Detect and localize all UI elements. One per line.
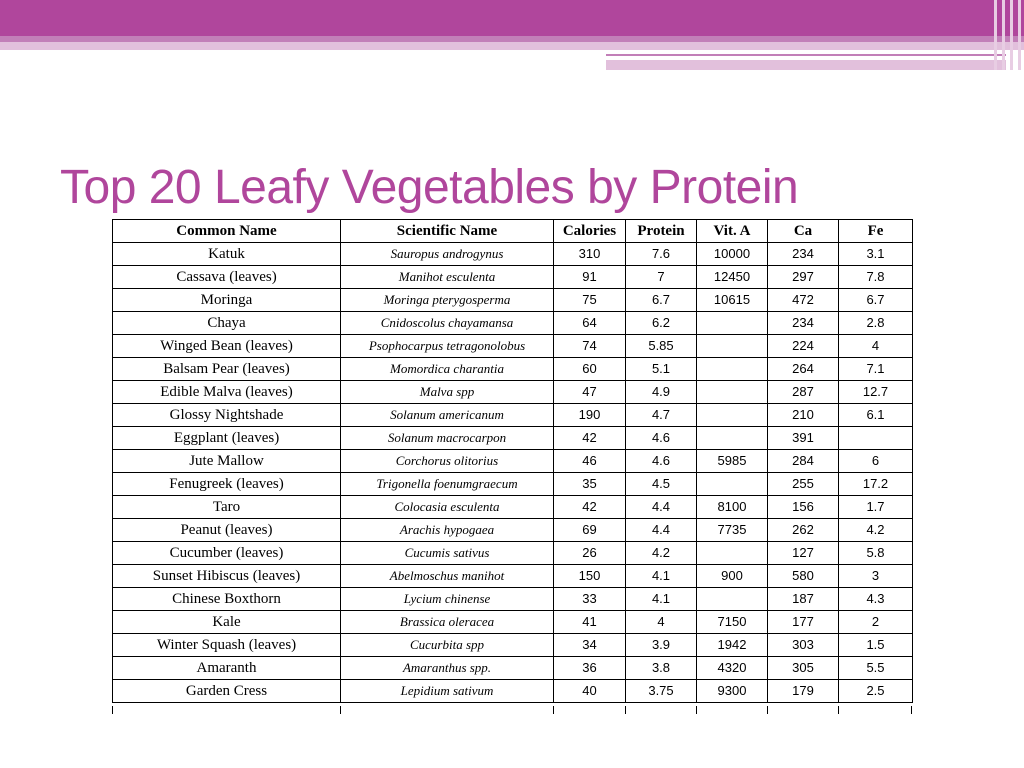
ca-cell: 224 — [768, 335, 839, 358]
ca-cell: 264 — [768, 358, 839, 381]
calories-cell: 310 — [554, 243, 626, 266]
protein-cell: 4.2 — [626, 542, 697, 565]
scientific-name-cell: Lepidium sativum — [341, 680, 554, 703]
scientific-name-cell: Arachis hypogaea — [341, 519, 554, 542]
scientific-name-cell: Solanum macrocarpon — [341, 427, 554, 450]
ca-cell: 127 — [768, 542, 839, 565]
fe-cell: 7.8 — [839, 266, 913, 289]
common-name-cell: Katuk — [113, 243, 341, 266]
calories-cell: 60 — [554, 358, 626, 381]
header-vertical-line — [1010, 0, 1013, 70]
table-row — [113, 473, 913, 496]
table-row — [113, 358, 913, 381]
header-bar — [0, 0, 1024, 36]
ca-cell: 284 — [768, 450, 839, 473]
vit-a-cell — [697, 335, 768, 358]
calories-cell: 75 — [554, 289, 626, 312]
ca-cell: 156 — [768, 496, 839, 519]
fe-cell: 7.1 — [839, 358, 913, 381]
scientific-name-cell: Sauropus androgynus — [341, 243, 554, 266]
vit-a-cell: 4320 — [697, 657, 768, 680]
vit-a-cell: 9300 — [697, 680, 768, 703]
table-body — [113, 243, 913, 703]
vit-a-cell: 5985 — [697, 450, 768, 473]
scientific-name-cell: Manihot esculenta — [341, 266, 554, 289]
calories-cell: 33 — [554, 588, 626, 611]
vit-a-cell — [697, 312, 768, 335]
fe-cell: 5.5 — [839, 657, 913, 680]
table-row — [113, 565, 913, 588]
common-name-cell: Cassava (leaves) — [113, 266, 341, 289]
common-name-cell: Cucumber (leaves) — [113, 542, 341, 565]
table-row — [113, 611, 913, 634]
fe-cell: 4.2 — [839, 519, 913, 542]
ca-cell: 187 — [768, 588, 839, 611]
scientific-name-cell: Trigonella foenumgraecum — [341, 473, 554, 496]
fe-cell: 2.8 — [839, 312, 913, 335]
ca-cell: 303 — [768, 634, 839, 657]
ca-cell: 305 — [768, 657, 839, 680]
protein-cell: 4.4 — [626, 496, 697, 519]
common-name-cell: Moringa — [113, 289, 341, 312]
ca-cell: 234 — [768, 312, 839, 335]
vit-a-cell — [697, 473, 768, 496]
header-ca: Ca — [768, 220, 839, 243]
vit-a-cell — [697, 427, 768, 450]
protein-cell: 6.2 — [626, 312, 697, 335]
vit-a-cell: 10615 — [697, 289, 768, 312]
common-name-cell: Winged Bean (leaves) — [113, 335, 341, 358]
protein-cell: 3.9 — [626, 634, 697, 657]
fe-cell: 17.2 — [839, 473, 913, 496]
ca-cell: 391 — [768, 427, 839, 450]
common-name-cell: Chaya — [113, 312, 341, 335]
common-name-cell: Kale — [113, 611, 341, 634]
common-name-cell: Taro — [113, 496, 341, 519]
nutrition-table — [112, 219, 913, 703]
protein-cell: 4.6 — [626, 427, 697, 450]
table-row — [113, 289, 913, 312]
scientific-name-cell: Cucumis sativus — [341, 542, 554, 565]
protein-cell: 4 — [626, 611, 697, 634]
calories-cell: 34 — [554, 634, 626, 657]
common-name-cell: Garden Cress — [113, 680, 341, 703]
header-vertical-line — [1018, 0, 1021, 70]
header-stripe-light — [0, 42, 1024, 50]
header-accent-band — [606, 60, 1006, 70]
common-name-cell: Balsam Pear (leaves) — [113, 358, 341, 381]
table-row — [113, 266, 913, 289]
calories-cell: 46 — [554, 450, 626, 473]
nutrition-table-container — [112, 219, 912, 703]
header-vertical-line — [1002, 0, 1005, 70]
calories-cell: 190 — [554, 404, 626, 427]
scientific-name-cell: Momordica charantia — [341, 358, 554, 381]
calories-cell: 150 — [554, 565, 626, 588]
calories-cell: 26 — [554, 542, 626, 565]
vit-a-cell — [697, 404, 768, 427]
calories-cell: 64 — [554, 312, 626, 335]
header-common-name: Common Name — [113, 220, 341, 243]
fe-cell: 1.5 — [839, 634, 913, 657]
common-name-cell: Edible Malva (leaves) — [113, 381, 341, 404]
header-calories: Calories — [554, 220, 626, 243]
scientific-name-cell: Brassica oleracea — [341, 611, 554, 634]
table-row — [113, 588, 913, 611]
common-name-cell: Chinese Boxthorn — [113, 588, 341, 611]
protein-cell: 7.6 — [626, 243, 697, 266]
fe-cell — [839, 427, 913, 450]
protein-cell: 3.8 — [626, 657, 697, 680]
vit-a-cell: 1942 — [697, 634, 768, 657]
vit-a-cell: 7150 — [697, 611, 768, 634]
scientific-name-cell: Cucurbita spp — [341, 634, 554, 657]
scientific-name-cell: Colocasia esculenta — [341, 496, 554, 519]
scientific-name-cell: Psophocarpus tetragonolobus — [341, 335, 554, 358]
vit-a-cell: 8100 — [697, 496, 768, 519]
common-name-cell: Glossy Nightshade — [113, 404, 341, 427]
vit-a-cell: 7735 — [697, 519, 768, 542]
protein-cell: 4.1 — [626, 565, 697, 588]
ca-cell: 297 — [768, 266, 839, 289]
vit-a-cell: 10000 — [697, 243, 768, 266]
ca-cell: 262 — [768, 519, 839, 542]
protein-cell: 5.85 — [626, 335, 697, 358]
table-row — [113, 657, 913, 680]
table-row — [113, 519, 913, 542]
table-row — [113, 450, 913, 473]
table-row — [113, 427, 913, 450]
vit-a-cell — [697, 358, 768, 381]
fe-cell: 6.1 — [839, 404, 913, 427]
calories-cell: 36 — [554, 657, 626, 680]
table-row — [113, 335, 913, 358]
calories-cell: 69 — [554, 519, 626, 542]
table-row — [113, 542, 913, 565]
calories-cell: 47 — [554, 381, 626, 404]
protein-cell: 5.1 — [626, 358, 697, 381]
header-vit-a: Vit. A — [697, 220, 768, 243]
scientific-name-cell: Amaranthus spp. — [341, 657, 554, 680]
fe-cell: 5.8 — [839, 542, 913, 565]
ca-cell: 234 — [768, 243, 839, 266]
scientific-name-cell: Solanum americanum — [341, 404, 554, 427]
calories-cell: 74 — [554, 335, 626, 358]
fe-cell: 4 — [839, 335, 913, 358]
common-name-cell: Sunset Hibiscus (leaves) — [113, 565, 341, 588]
common-name-cell: Winter Squash (leaves) — [113, 634, 341, 657]
table-header-row — [113, 220, 913, 243]
ca-cell: 210 — [768, 404, 839, 427]
protein-cell: 4.6 — [626, 450, 697, 473]
scientific-name-cell: Abelmoschus manihot — [341, 565, 554, 588]
table-row — [113, 680, 913, 703]
ca-cell: 177 — [768, 611, 839, 634]
calories-cell: 42 — [554, 427, 626, 450]
fe-cell: 6.7 — [839, 289, 913, 312]
calories-cell: 42 — [554, 496, 626, 519]
common-name-cell: Jute Mallow — [113, 450, 341, 473]
fe-cell: 1.7 — [839, 496, 913, 519]
common-name-cell: Amaranth — [113, 657, 341, 680]
fe-cell: 2.5 — [839, 680, 913, 703]
calories-cell: 41 — [554, 611, 626, 634]
vit-a-cell: 12450 — [697, 266, 768, 289]
fe-cell: 12.7 — [839, 381, 913, 404]
ca-cell: 472 — [768, 289, 839, 312]
protein-cell: 4.5 — [626, 473, 697, 496]
table-tail-lines — [112, 706, 912, 714]
scientific-name-cell: Malva spp — [341, 381, 554, 404]
scientific-name-cell: Cnidoscolus chayamansa — [341, 312, 554, 335]
protein-cell: 4.9 — [626, 381, 697, 404]
common-name-cell: Fenugreek (leaves) — [113, 473, 341, 496]
protein-cell: 6.7 — [626, 289, 697, 312]
header-fe: Fe — [839, 220, 913, 243]
vit-a-cell — [697, 381, 768, 404]
header-scientific-name: Scientific Name — [341, 220, 554, 243]
table-row — [113, 496, 913, 519]
common-name-cell: Eggplant (leaves) — [113, 427, 341, 450]
fe-cell: 3.1 — [839, 243, 913, 266]
protein-cell: 4.4 — [626, 519, 697, 542]
ca-cell: 287 — [768, 381, 839, 404]
fe-cell: 3 — [839, 565, 913, 588]
scientific-name-cell: Corchorus olitorius — [341, 450, 554, 473]
header-accent-line — [606, 54, 1006, 56]
table-row — [113, 634, 913, 657]
ca-cell: 580 — [768, 565, 839, 588]
calories-cell: 40 — [554, 680, 626, 703]
header-protein: Protein — [626, 220, 697, 243]
scientific-name-cell: Moringa pterygosperma — [341, 289, 554, 312]
fe-cell: 6 — [839, 450, 913, 473]
scientific-name-cell: Lycium chinense — [341, 588, 554, 611]
fe-cell: 4.3 — [839, 588, 913, 611]
protein-cell: 4.1 — [626, 588, 697, 611]
table-row — [113, 381, 913, 404]
protein-cell: 4.7 — [626, 404, 697, 427]
common-name-cell: Peanut (leaves) — [113, 519, 341, 542]
table-row — [113, 243, 913, 266]
ca-cell: 179 — [768, 680, 839, 703]
protein-cell: 7 — [626, 266, 697, 289]
vit-a-cell — [697, 542, 768, 565]
header-vertical-line — [994, 0, 997, 70]
fe-cell: 2 — [839, 611, 913, 634]
protein-cell: 3.75 — [626, 680, 697, 703]
table-row — [113, 312, 913, 335]
vit-a-cell: 900 — [697, 565, 768, 588]
slide-title: Top 20 Leafy Vegetables by Protein — [60, 161, 799, 214]
calories-cell: 35 — [554, 473, 626, 496]
calories-cell: 91 — [554, 266, 626, 289]
vit-a-cell — [697, 588, 768, 611]
table-row — [113, 404, 913, 427]
ca-cell: 255 — [768, 473, 839, 496]
